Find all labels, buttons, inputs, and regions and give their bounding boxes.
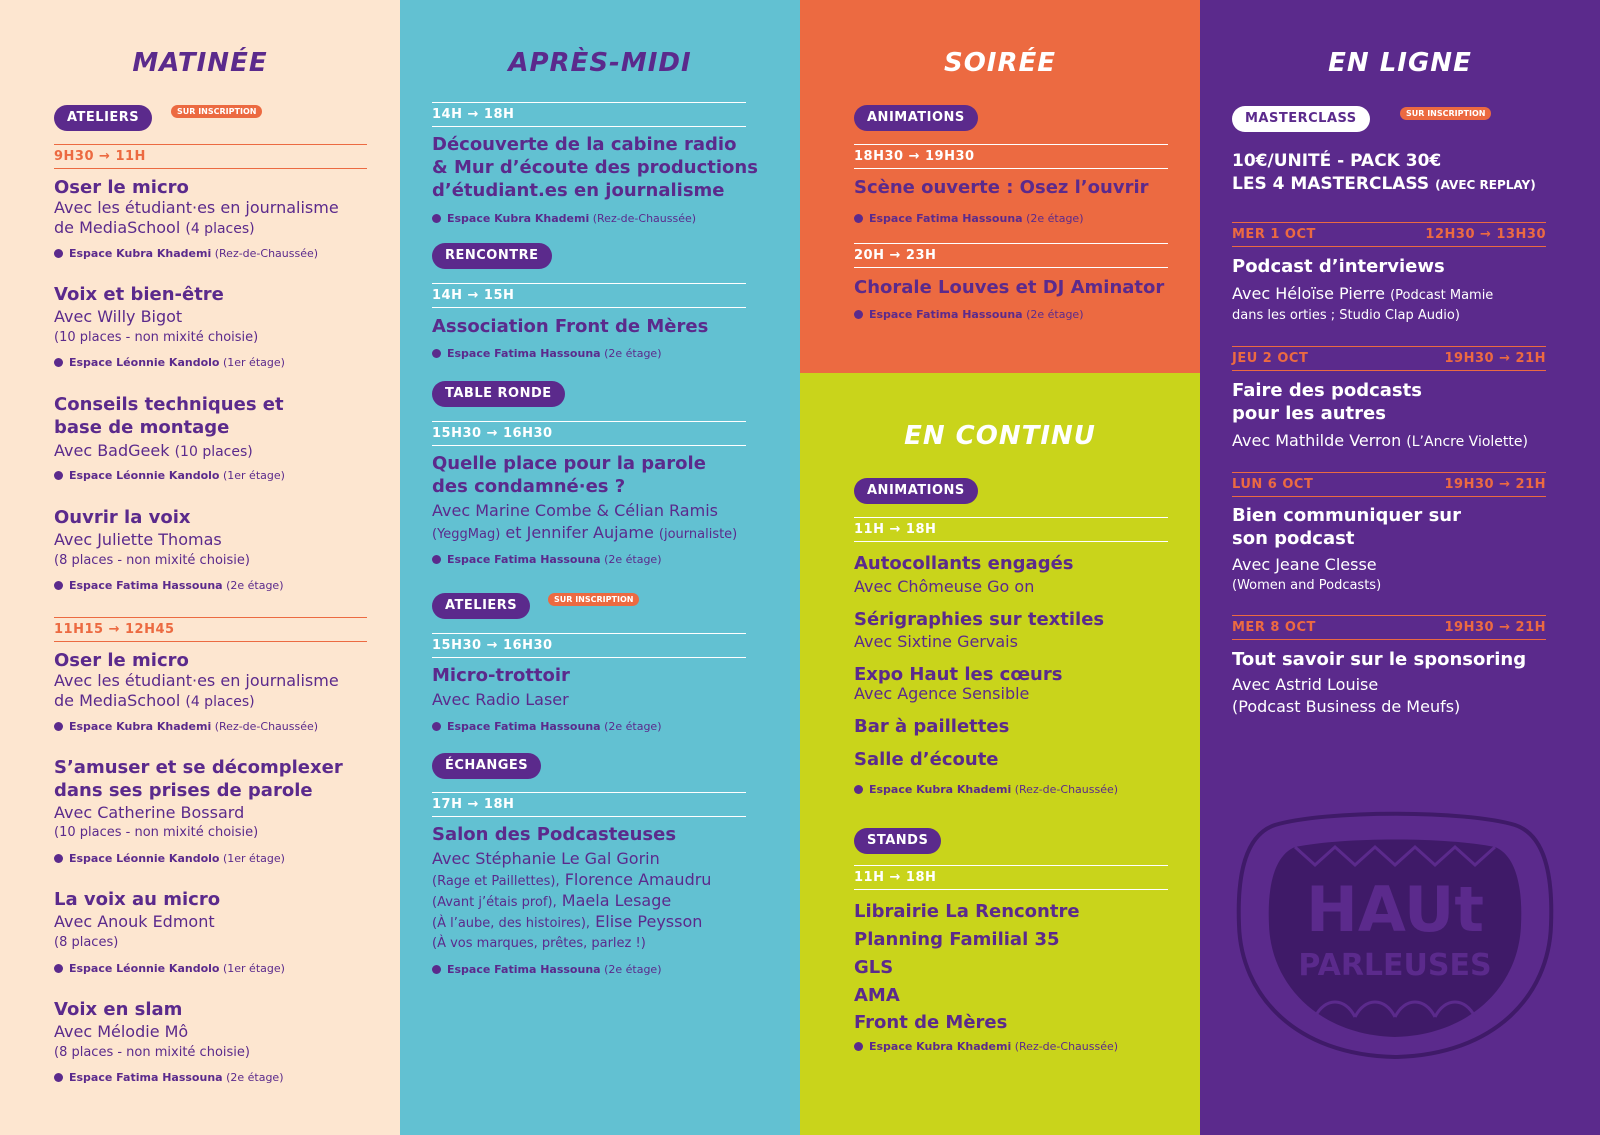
location-dot-icon: [54, 722, 63, 731]
event-title: des condamné·es ?: [432, 476, 626, 497]
event-host: (Rage et Paillettes), Florence Amaudru: [432, 870, 712, 889]
event-note: (8 places - non mixité choisie): [54, 553, 250, 568]
location-dot-icon: [432, 214, 441, 223]
event-location: Espace Fatima Hassouna (2e étage): [54, 1071, 284, 1085]
stand-item: Front de Mères: [854, 1012, 1008, 1033]
location-dot-icon: [854, 310, 863, 319]
time-slot: 18H30 → 19H30: [854, 144, 1168, 169]
event-host: Avec BadGeek (10 places): [54, 441, 253, 460]
time-slot: 11H → 18H: [854, 865, 1168, 890]
inscription-tag: SUR INSCRIPTION: [1400, 107, 1491, 120]
location-dot-icon: [54, 249, 63, 258]
masterclass-date: LUN 6 OCT 19H30 → 21H: [1232, 472, 1546, 497]
masterclass-host: Avec Astrid Louise: [1232, 675, 1379, 694]
location-dot-icon: [54, 964, 63, 973]
location-dot-icon: [54, 581, 63, 590]
event-location: Espace Kubra Khademi (Rez-de-Chaussée): [432, 212, 696, 226]
masterclass-pill: MASTERCLASS: [1232, 106, 1370, 132]
event-host: Avec Catherine Bossard: [54, 803, 245, 822]
stand-item: AMA: [854, 985, 900, 1006]
stands-pill: STANDS: [854, 828, 941, 854]
rencontre-pill: RENCONTRE: [432, 243, 552, 269]
event-note: (8 places): [54, 935, 119, 950]
soiree-title: SOIRÉE: [943, 48, 1057, 78]
activity-host: Avec Agence Sensible: [854, 684, 1030, 703]
activity-host: Avec Chômeuse Go on: [854, 577, 1035, 596]
en-ligne-title: EN LIGNE: [1328, 48, 1472, 78]
location-dot-icon: [432, 965, 441, 974]
event-location: Espace Fatima Hassouna (2e étage): [432, 347, 662, 361]
masterclass-title: pour les autres: [1232, 403, 1386, 424]
event-location: Espace Léonnie Kandolo (1er étage): [54, 356, 285, 370]
event-title: d’étudiant.es en journalisme: [432, 180, 725, 201]
event-title: Oser le micro: [54, 650, 189, 671]
masterclass-date: MER 8 OCT 19H30 → 21H: [1232, 615, 1546, 640]
masterclass-title: son podcast: [1232, 528, 1355, 549]
time-slot: 15H30 → 16H30: [432, 633, 746, 658]
event-host: Avec Juliette Thomas: [54, 530, 222, 549]
location-dot-icon: [432, 722, 441, 731]
animations-pill: ANIMATIONS: [854, 105, 978, 131]
event-location: Espace Léonnie Kandolo (1er étage): [54, 962, 285, 976]
time-slot: 9H30 → 11H: [54, 144, 367, 169]
event-title: Ouvrir la voix: [54, 507, 191, 528]
masterclass-host: Avec Héloïse Pierre (Podcast Mamie: [1232, 284, 1494, 303]
masterclass-date: JEU 2 OCT 19H30 → 21H: [1232, 346, 1546, 371]
location-dot-icon: [432, 555, 441, 564]
inscription-tag: SUR INSCRIPTION: [548, 593, 639, 606]
activity-title: Sérigraphies sur textiles: [854, 609, 1105, 630]
event-host: Avec Stéphanie Le Gal Gorin: [432, 849, 660, 868]
masterclass-date: MER 1 OCT 12H30 → 13H30: [1232, 222, 1546, 247]
event-host: (Avant j’étais prof), Maela Lesage: [432, 891, 672, 910]
price-line: 10€/UNITÉ - PACK 30€: [1232, 151, 1442, 171]
activity-title: Autocollants engagés: [854, 553, 1074, 574]
masterclass-title: Podcast d’interviews: [1232, 256, 1445, 277]
event-location: Espace Léonnie Kandolo (1er étage): [54, 469, 285, 483]
masterclass-title: Bien communiquer sur: [1232, 505, 1461, 526]
event-host: de MediaSchool (4 places): [54, 218, 255, 237]
event-title: Voix en slam: [54, 999, 183, 1020]
event-title: Quelle place pour la parole: [432, 453, 706, 474]
event-title: Micro-trottoir: [432, 665, 570, 686]
time-slot: 17H → 18H: [432, 792, 746, 817]
masterclass-note: dans les orties ; Studio Clap Audio): [1232, 308, 1460, 323]
masterclass-title: Tout savoir sur le sponsoring: [1232, 649, 1527, 670]
activity-title: Expo Haut les cœurs: [854, 664, 1063, 685]
activity-host: Avec Sixtine Gervais: [854, 632, 1018, 651]
column-en-ligne: [1200, 0, 1600, 1135]
masterclass-note: (Podcast Business de Meufs): [1232, 697, 1461, 716]
event-note: (À vos marques, prêtes, parlez !): [432, 936, 646, 951]
time-slot: 14H → 18H: [432, 102, 746, 127]
location-dot-icon: [54, 1073, 63, 1082]
location-dot-icon: [432, 349, 441, 358]
event-host: (YeggMag) et Jennifer Aujame (journaliste): [432, 523, 738, 542]
event-location: Espace Fatima Hassouna (2e étage): [432, 553, 662, 567]
event-title: Chorale Louves et DJ Aminator: [854, 277, 1165, 298]
event-host: Avec Mélodie Mô: [54, 1022, 189, 1041]
event-host: de MediaSchool (4 places): [54, 691, 255, 710]
event-title: Scène ouverte : Osez l’ouvrir: [854, 177, 1149, 198]
logo-text: HAUt: [1306, 873, 1484, 946]
event-host: Avec Marine Combe & Célian Ramis: [432, 501, 718, 520]
apres-midi-title: APRÈS-MIDI: [508, 48, 692, 78]
event-location: Espace Kubra Khademi (Rez-de-Chaussée): [54, 720, 318, 734]
price-line: LES 4 MASTERCLASS (AVEC REPLAY): [1232, 174, 1536, 194]
event-title: base de montage: [54, 417, 230, 438]
location-dot-icon: [54, 854, 63, 863]
event-host: (À l’aube, des histoires), Elise Peysson: [432, 912, 703, 931]
event-host: Avec Radio Laser: [432, 690, 569, 709]
ateliers-pill: ATELIERS: [432, 593, 530, 619]
event-title: S’amuser et se décomplexer: [54, 757, 343, 778]
stand-item: GLS: [854, 957, 894, 978]
stand-item: Librairie La Rencontre: [854, 901, 1080, 922]
masterclass-host: Avec Mathilde Verron (L’Ancre Violette): [1232, 431, 1528, 450]
event-location: Espace Kubra Khademi (Rez-de-Chaussée): [54, 247, 318, 261]
column-matinee: [0, 0, 400, 1135]
time-slot: 14H → 15H: [432, 283, 746, 308]
event-host: Avec les étudiant·es en journalisme: [54, 198, 339, 217]
haut-parleuses-logo: [1235, 785, 1555, 1065]
event-location: Espace Fatima Hassouna (2e étage): [854, 308, 1084, 322]
column-soiree: [800, 0, 1200, 373]
activity-title: Bar à paillettes: [854, 716, 1010, 737]
time-slot: 11H → 18H: [854, 517, 1168, 542]
inscription-tag: SUR INSCRIPTION: [171, 105, 262, 118]
event-title: Salon des Podcasteuses: [432, 824, 677, 845]
time-slot: 15H30 → 16H30: [432, 421, 746, 446]
activity-title: Salle d’écoute: [854, 749, 999, 770]
location-dot-icon: [54, 358, 63, 367]
echanges-pill: ÉCHANGES: [432, 753, 541, 779]
stand-item: Planning Familial 35: [854, 929, 1060, 950]
column-en-continu: [800, 373, 1200, 1135]
masterclass-host: Avec Jeane Clesse: [1232, 555, 1377, 574]
time-slot: 20H → 23H: [854, 243, 1168, 268]
time-slot: 11H15 → 12H45: [54, 617, 367, 642]
masterclass-title: Faire des podcasts: [1232, 380, 1422, 401]
event-title: Conseils techniques et: [54, 394, 284, 415]
event-title: & Mur d’écoute des productions: [432, 157, 758, 178]
event-location: Espace Fatima Hassouna (2e étage): [854, 212, 1084, 226]
event-note: (8 places - non mixité choisie): [54, 1045, 250, 1060]
matinee-title: MATINÉE: [132, 48, 268, 78]
location-dot-icon: [854, 214, 863, 223]
event-location: Espace Léonnie Kandolo (1er étage): [54, 852, 285, 866]
event-location: Espace Kubra Khademi (Rez-de-Chaussée): [854, 783, 1118, 797]
event-location: Espace Fatima Hassouna (2e étage): [432, 720, 662, 734]
event-location: Espace Fatima Hassouna (2e étage): [54, 579, 284, 593]
event-title: Oser le micro: [54, 177, 189, 198]
event-title: Découverte de la cabine radio: [432, 134, 737, 155]
event-title: dans ses prises de parole: [54, 780, 313, 801]
event-host: Avec Anouk Edmont: [54, 912, 215, 931]
event-note: (10 places - non mixité choisie): [54, 825, 259, 840]
location-dot-icon: [854, 1042, 863, 1051]
event-location: Espace Kubra Khademi (Rez-de-Chaussée): [854, 1040, 1118, 1054]
table-ronde-pill: TABLE RONDE: [432, 381, 565, 407]
en-continu-title: EN CONTINU: [904, 421, 1096, 451]
event-host: Avec Willy Bigot: [54, 307, 183, 326]
location-dot-icon: [54, 471, 63, 480]
event-title: La voix au micro: [54, 889, 221, 910]
ateliers-pill: ATELIERS: [54, 105, 152, 131]
event-location: Espace Fatima Hassouna (2e étage): [432, 963, 662, 977]
logo-text: PARLEUSES: [1298, 948, 1492, 983]
event-title: Voix et bien-être: [54, 284, 224, 305]
column-apres-midi: [400, 0, 800, 1135]
location-dot-icon: [854, 785, 863, 794]
event-title: Association Front de Mères: [432, 316, 709, 337]
masterclass-note: (Women and Podcasts): [1232, 578, 1382, 593]
event-host: Avec les étudiant·es en journalisme: [54, 671, 339, 690]
event-note: (10 places - non mixité choisie): [54, 330, 259, 345]
animations-pill: ANIMATIONS: [854, 478, 978, 504]
